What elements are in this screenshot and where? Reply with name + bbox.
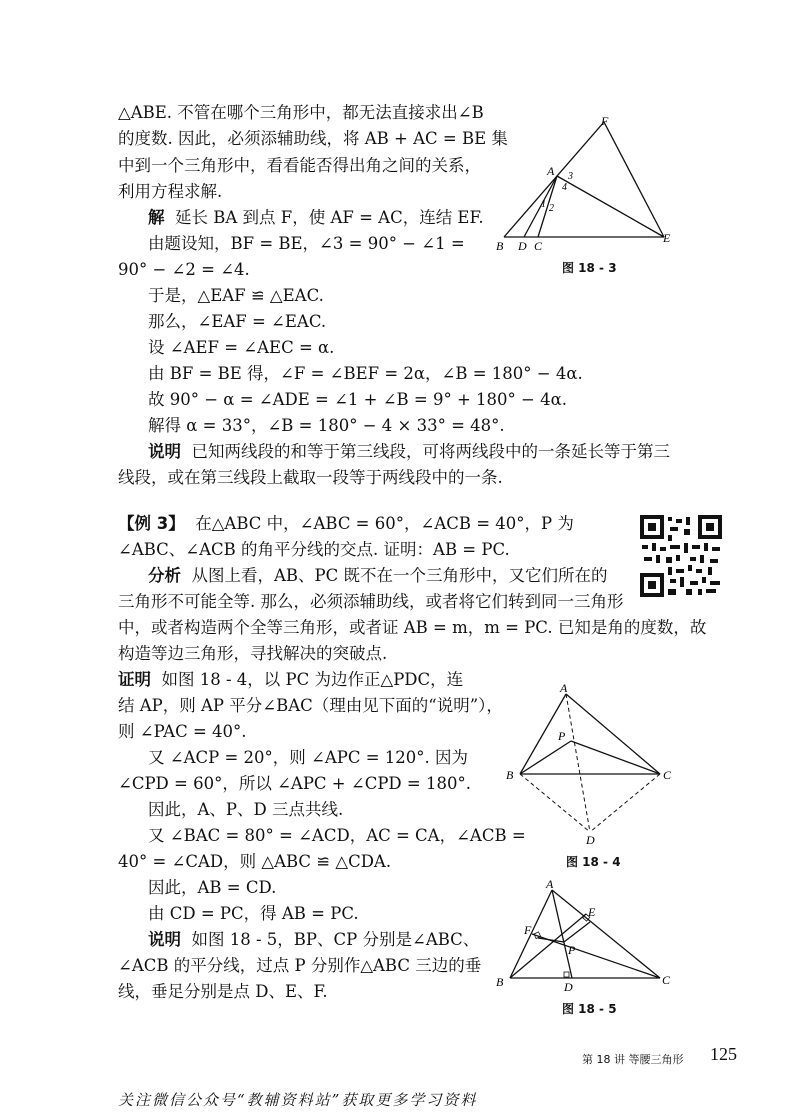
text-line: ∠ABC、∠ACB 的角平分线的交点. 证明：AB = PC. bbox=[118, 540, 510, 559]
figure-18-3 bbox=[494, 112, 684, 257]
analysis-label: 分析 bbox=[148, 566, 181, 585]
figure-18-4 bbox=[500, 682, 680, 847]
label-A: A bbox=[546, 877, 554, 891]
text-line: △ABE. 不管在哪个三角形中，都无法直接求出∠B bbox=[118, 103, 484, 122]
label-2: 2 bbox=[549, 203, 554, 214]
label-1: 1 bbox=[541, 199, 546, 210]
text-line: 又 ∠BAC = 80° = ∠ACD，AC = CA，∠ACB = bbox=[148, 826, 526, 845]
text-line: 中到一个三角形中，看看能否得出角之间的关系， bbox=[118, 156, 481, 175]
text-line: 又 ∠ACP = 20°，则 ∠APC = 120°. 因为 bbox=[148, 748, 469, 767]
text-line: 90° − ∠2 = ∠4. bbox=[118, 260, 250, 279]
label-F: F bbox=[601, 114, 609, 128]
example-line bbox=[118, 513, 574, 535]
text-line: 三角形不可能全等. 那么，必须添辅助线，或者将它们转到同一三角形 bbox=[118, 592, 624, 611]
analysis-text: 从图上看，AB、PC 既不在一个三角形中，又它们所在的 bbox=[191, 566, 608, 585]
label-B: B bbox=[496, 239, 504, 253]
text-line: 40° = ∠CAD，则 △ABC ≌ △CDA. bbox=[118, 852, 392, 871]
solution-text: 延长 BA 到点 F，使 AF = AC，连结 EF. bbox=[175, 208, 484, 227]
text-line: 由 BF = BE 得，∠F = ∠BEF = 2α，∠B = 180° − 4α. bbox=[148, 364, 583, 383]
proof-text: 如图 18 - 4，以 PC 为边作正△PDC，连 bbox=[161, 670, 464, 689]
label-E: E bbox=[663, 231, 671, 245]
text-line: 的度数. 因此，必须添辅助线，将 AB + AC = BE 集 bbox=[118, 129, 508, 148]
text-line: 由题设知，BF = BE，∠3 = 90° − ∠1 = bbox=[148, 234, 465, 253]
text-line: 设 ∠AEF = ∠AEC = α. bbox=[148, 338, 335, 357]
note-line bbox=[148, 929, 479, 951]
label-P: P bbox=[558, 729, 566, 743]
text-line: 构造等边三角形，寻找解决的突破点. bbox=[118, 644, 388, 663]
text-line: 则 ∠PAC = 40°. bbox=[118, 722, 247, 741]
label-3: 3 bbox=[568, 171, 573, 182]
text-line: ∠ACB 的平分线，过点 P 分别作△ABC 三边的垂 bbox=[118, 956, 482, 975]
text-line: 利用方程求解. bbox=[118, 182, 223, 201]
note-text: 已知两线段的和等于第三线段，可将两线段中的一条延长等于第三 bbox=[191, 442, 670, 461]
text-line: 因此，AB = CD. bbox=[148, 878, 277, 897]
text-line: ∠CPD = 60°，所以 ∠APC + ∠CPD = 180°. bbox=[118, 774, 471, 793]
label-E: E bbox=[588, 905, 596, 919]
label-B: B bbox=[496, 975, 504, 989]
label-F: F bbox=[524, 923, 532, 937]
label-C: C bbox=[663, 768, 672, 782]
label-A: A bbox=[560, 682, 568, 695]
note-label: 说明 bbox=[148, 442, 181, 461]
text-line: 线，垂足分别是点 D、E、F. bbox=[118, 982, 328, 1001]
label-P: P bbox=[568, 943, 576, 957]
example-label: 【例 3】 bbox=[118, 514, 185, 533]
text-line: 因此，A、P、D 三点共线. bbox=[148, 800, 344, 819]
label-D: D bbox=[518, 239, 527, 253]
qr-code bbox=[640, 515, 722, 597]
text-line: 由 CD = PC，得 AB = PC. bbox=[148, 904, 359, 923]
label-A: A bbox=[547, 164, 555, 178]
figure-caption: 图 18 - 5 bbox=[562, 1002, 617, 1016]
proof-label: 证明 bbox=[118, 670, 151, 689]
proof-line bbox=[118, 669, 463, 691]
note-text: 如图 18 - 5，BP、CP 分别是∠ABC、 bbox=[191, 930, 480, 949]
page-number: 125 bbox=[710, 1044, 737, 1064]
figure-18-5 bbox=[494, 876, 678, 996]
label-C: C bbox=[534, 239, 543, 253]
text-line: 解得 α = 33°，∠B = 180° − 4 × 33° = 48°. bbox=[148, 416, 505, 435]
figure-caption: 图 18 - 4 bbox=[566, 855, 621, 869]
text-line: 故 90° − α = ∠ADE = ∠1 + ∠B = 9° + 180° − 4α. bbox=[148, 390, 568, 409]
text-line: 那么，∠EAF = ∠EAC. bbox=[148, 312, 327, 331]
solution-line bbox=[148, 207, 484, 229]
text-line: 于是，△EAF ≌ △EAC. bbox=[148, 286, 324, 305]
note-line bbox=[148, 441, 670, 463]
label-D: D bbox=[586, 833, 595, 847]
label-D: D bbox=[564, 980, 573, 994]
text-line: 线段，或在第三线段上截取一段等于两线段中的一条. bbox=[118, 468, 503, 487]
text-line: 结 AP，则 AP 平分∠BAC（理由见下面的“说明”）， bbox=[118, 696, 503, 715]
label-B: B bbox=[506, 768, 514, 782]
solution-label: 解 bbox=[148, 208, 165, 227]
label-4: 4 bbox=[562, 182, 567, 193]
text-line: 中，或者构造两个全等三角形，或者证 AB = m，m = PC. 已知是角的度数，故 bbox=[118, 618, 707, 637]
chapter-title: 第 18 讲 等腰三角形 bbox=[582, 1053, 684, 1066]
watermark-text: 关注微信公众号“教辅资料站”获取更多学习资料 bbox=[118, 1091, 478, 1109]
label-C: C bbox=[662, 973, 671, 987]
figure-caption: 图 18 - 3 bbox=[562, 261, 617, 275]
example-text: 在△ABC 中，∠ABC = 60°，∠ACB = 40°，P 为 bbox=[195, 514, 574, 533]
analysis-line bbox=[148, 565, 608, 587]
note-label: 说明 bbox=[148, 930, 181, 949]
